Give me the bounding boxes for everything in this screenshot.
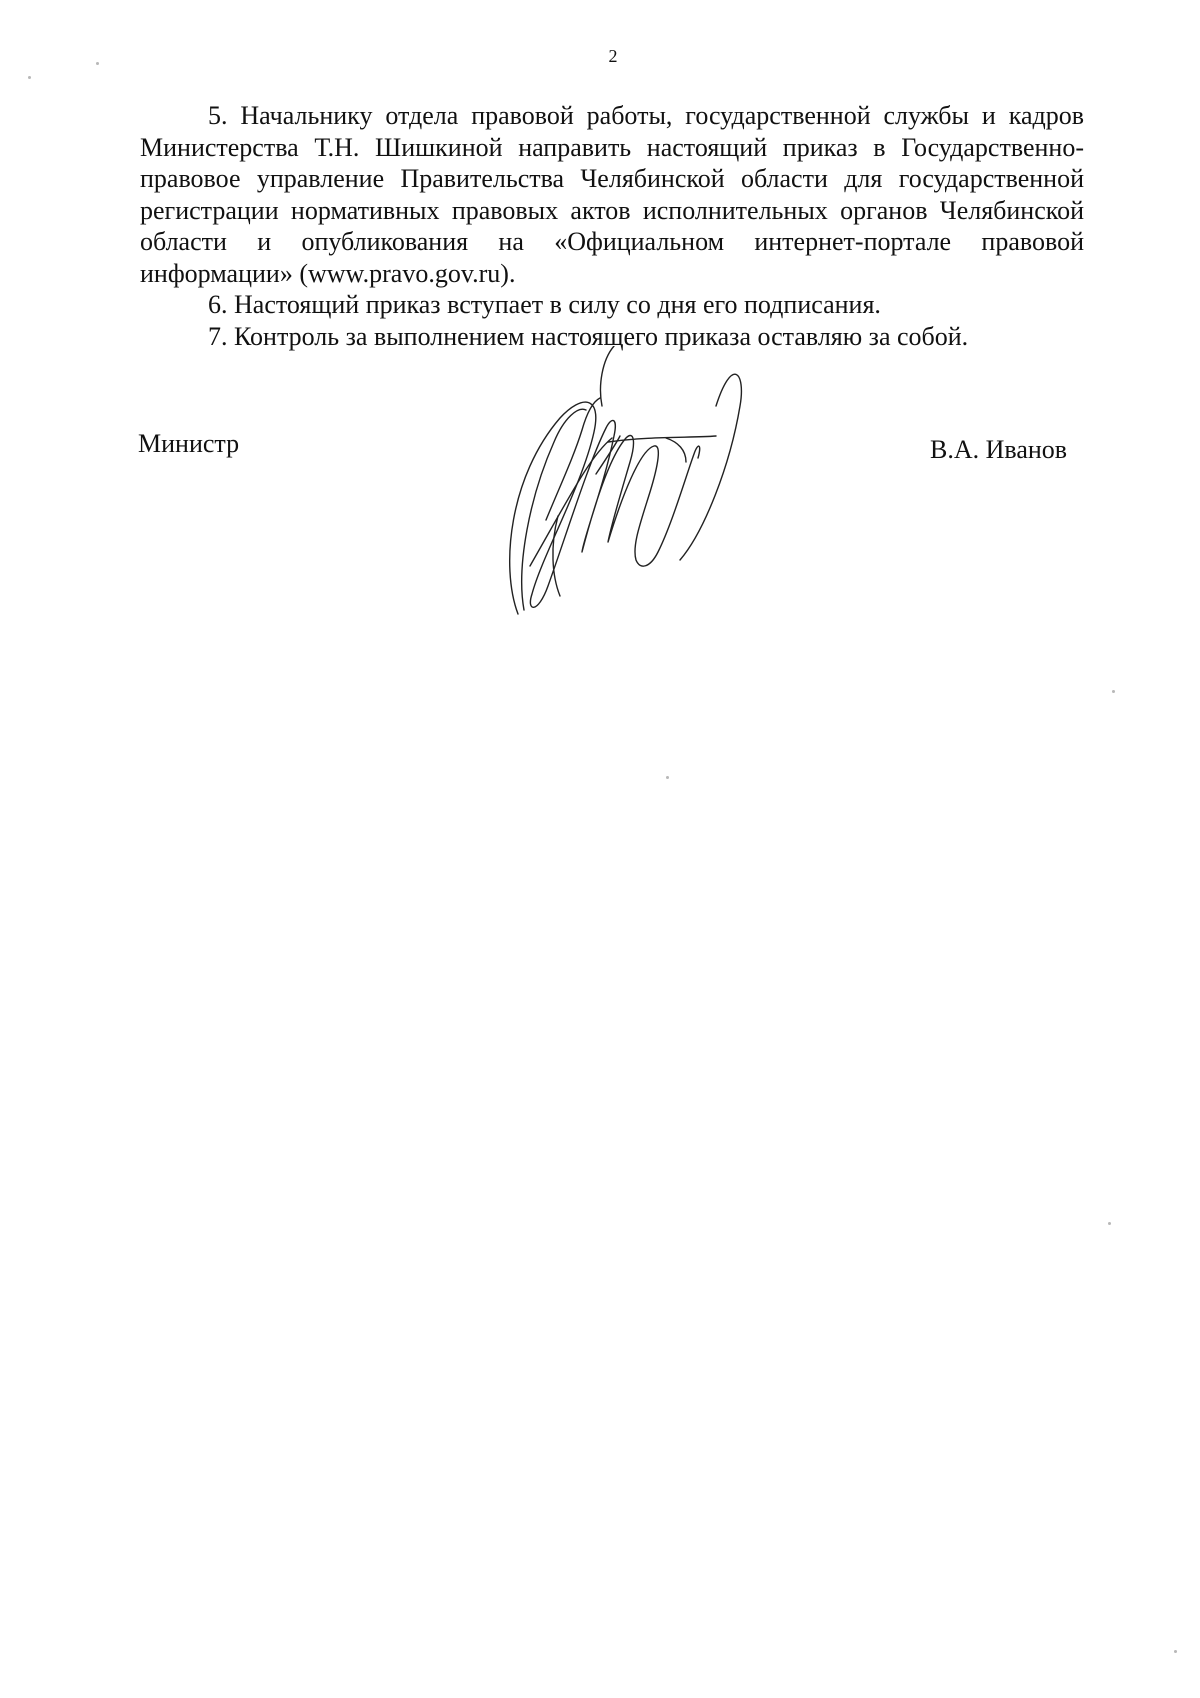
scan-speck	[96, 62, 99, 65]
scan-speck	[1174, 1650, 1177, 1653]
signer-position: Министр	[138, 429, 240, 458]
handwritten-signature	[490, 346, 780, 626]
paragraph-6: 6. Настоящий приказ вступает в силу со дня его подписания.	[208, 290, 881, 319]
page-number: 2	[608, 46, 618, 66]
paragraph-7: 7. Контроль за выполнением настоящего приказа оставляю за собой.	[208, 321, 969, 351]
scan-speck	[1112, 690, 1115, 693]
signer-name: В.А. Иванов	[930, 435, 1068, 464]
document-body	[140, 100, 1084, 352]
paragraph-5: 5. Начальнику отдела правовой работы, государственной службы и кадров Министерства Т.Н. Шишкиной направить настоящий приказ в Государственно-правовое управление Правительства Челябинской области для государственной регистрации нормативных правовых актов исполнительных органов Челябинской области и опубликования на «Официальном интернет-портале правовой информации» (www.pravo.gov.ru).	[140, 101, 1084, 288]
scan-speck	[666, 776, 669, 779]
scan-speck	[1108, 1222, 1111, 1225]
scan-speck	[28, 76, 31, 79]
